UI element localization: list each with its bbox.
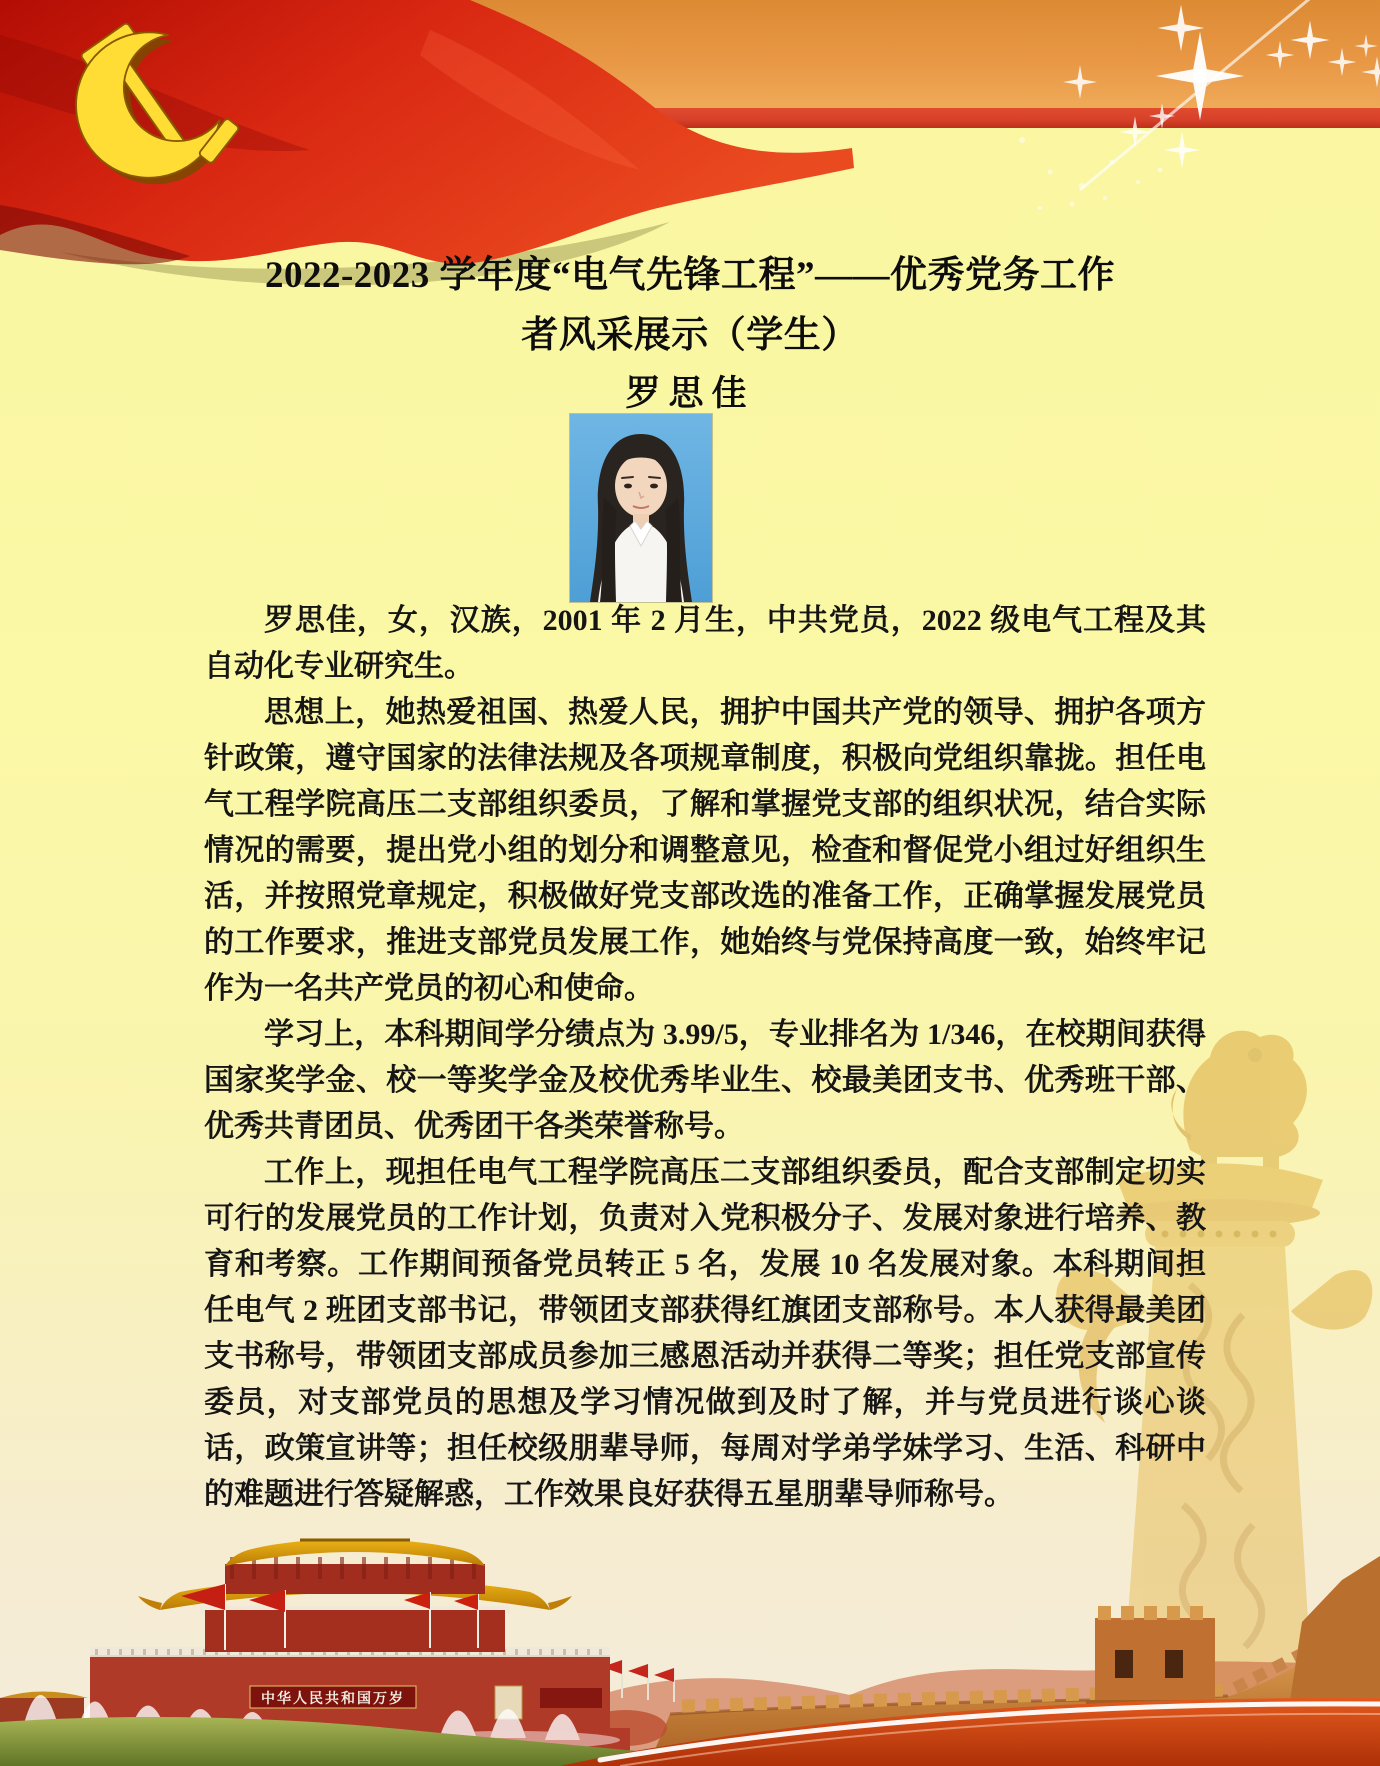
bio-paragraph-1: 罗思佳，女，汉族，2001 年 2 月生，中共党员，2022 级电气工程及其自动化专业研究生。 xyxy=(204,604,1206,683)
bio-paragraph-2: 思想上，她热爱祖国、热爱人民，拥护中国共产党的领导、拥护各项方针政策，遵守国家的法律法规及各项规章制度，积极向党组织靠拢。担任电气工程学院高压二支部组织委员，了解和掌握党支部的组织状况，结合实际情况的需要，提出党小组的划分和调整意见，检查和督促党小组过好组织生活，并按照党章规定，积极做好党支部改选的准备工作，正确掌握发展党员的工作要求，推进支部党员发展工作，她始终与党保持高度一致，始终牢记作为一名共产党员的初心和使命。 xyxy=(204,696,1206,1005)
page-title xyxy=(190,246,1190,366)
title-line-1: 2022-2023 学年度“电气先锋工程”——优秀党务工作 xyxy=(264,255,1116,296)
title-line-2: 者风采展示（学生） xyxy=(521,315,859,356)
person-silhouette xyxy=(590,434,692,602)
person-name: 罗思佳 xyxy=(625,374,755,413)
watchtower xyxy=(1095,1618,1215,1704)
gate-upper-roof xyxy=(225,1539,485,1566)
sparkle-stars xyxy=(1019,0,1380,210)
bio-text xyxy=(204,598,1206,1518)
bio-paragraph-4: 工作上，现担任电气工程学院高压二支部组织委员，配合支部制定切实可行的发展党员的工作计划，负责对入党积极分子、发展对象进行培养、教育和考察。工作期间预备党员转正 5 名，发展 10 名发展对象。本科期间担任电气 2 班团支部书记，带领团支部获得红旗团支部称号。本人获得最美团支书称号，带领团支部成员参加三感恩活动并获得二等奖；担任党支部宣传委员，对支部党员的思想及学习情况做到及时了解，并与党员进行谈心谈话，政策宣讲等；担任校级朋辈导师，每周对学弟学妹学习、生活、科研中的难题进行答疑解惑，工作效果良好获得五星朋辈导师称号。 xyxy=(204,1156,1206,1511)
portrait-photo-graphic xyxy=(570,414,712,602)
cloud-wing-right xyxy=(1291,1270,1372,1330)
bio-paragraph-3: 学习上，本科期间学分绩点为 3.99/5，专业排名为 1/346，在校期间获得国家奖学金、校一等奖学金及校优秀毕业生、校最美团支书、优秀班干部、优秀共青团员、优秀团干各类荣誉称号。 xyxy=(204,1018,1206,1143)
portrait-photo xyxy=(570,414,712,602)
gate-banner-text: 中华人民共和国万岁 xyxy=(261,1692,405,1707)
